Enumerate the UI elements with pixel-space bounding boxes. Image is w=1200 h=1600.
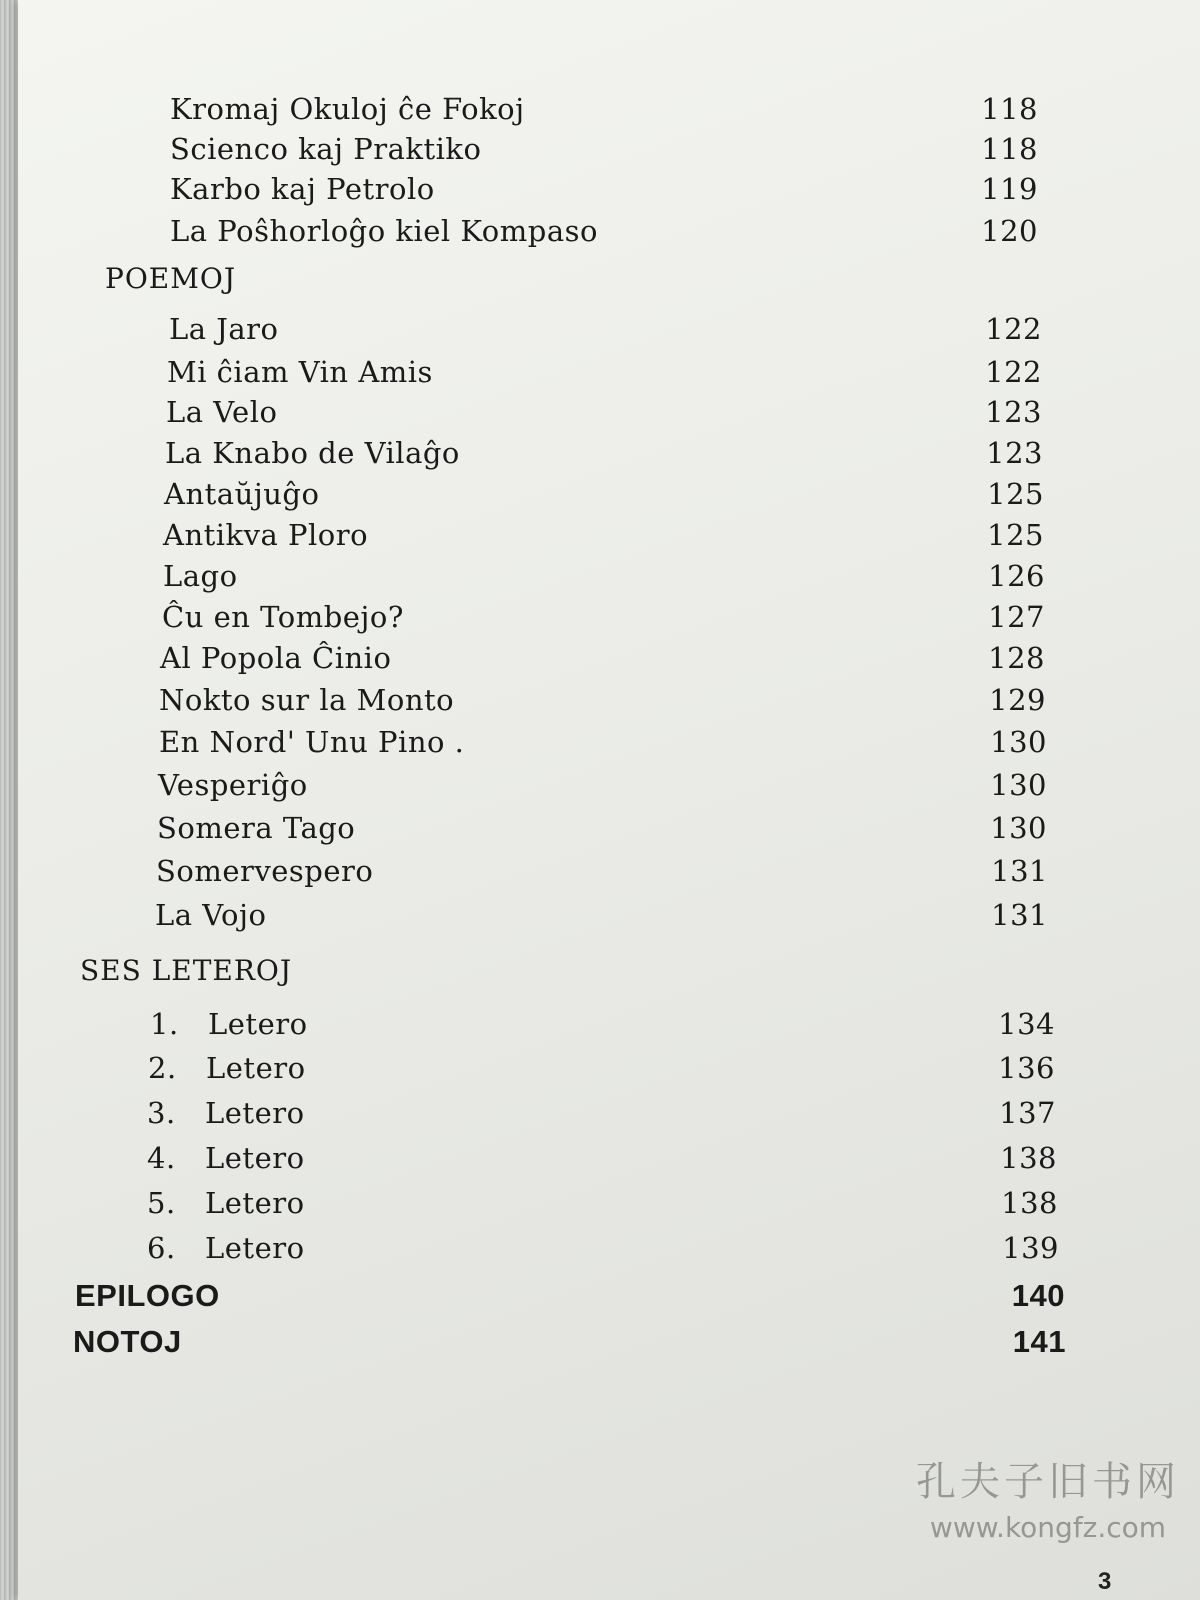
toc-entry-title: NOTOJ [73,1324,182,1359]
toc-entry [159,680,1046,720]
watermark-url: www.kongfz.com [929,1511,1167,1544]
toc-entry [170,211,1038,251]
toc-entry [148,1048,1055,1088]
toc-entry-page: 138 [1000,1141,1057,1175]
toc-entry-title: Antikva Ploro [163,518,369,552]
toc-entry-title: La Velo [166,395,278,429]
toc-entry [166,392,1042,432]
toc-entry [155,895,1048,935]
toc-entry-number: 1. [150,1007,179,1041]
watermark [908,1450,1188,1544]
toc-entry [170,89,1038,129]
book-page-edge [0,0,18,1600]
toc-entry-title: Letero [206,1051,306,1085]
toc-entry-title: La Vojo [155,898,267,932]
toc-entry-page: 128 [988,641,1045,675]
toc-entry-page: 129 [989,683,1046,717]
toc-entry-page: 137 [999,1096,1056,1130]
toc-entry-page: 131 [991,854,1048,888]
toc-entry [160,638,1045,678]
toc-entry [147,1228,1059,1268]
toc-entry-page: 138 [1001,1186,1058,1220]
toc-entry-page: 123 [986,436,1043,470]
toc-entry-title: EPILOGO [75,1278,220,1313]
toc-entry [156,851,1048,891]
toc-entry [169,309,1042,349]
toc-entry-title: Letero [205,1096,305,1130]
toc-entry-page: 126 [988,559,1045,593]
toc-entry-page: 120 [981,214,1038,248]
toc-entry-page: 127 [988,600,1045,634]
toc-entry-page: 122 [985,355,1042,389]
toc-entry [150,1004,1055,1044]
toc-entry-page: 131 [991,898,1048,932]
toc-entry-number: 3. [147,1096,176,1130]
book-page [18,0,1200,1600]
toc-entry-title: Letero [205,1231,305,1265]
toc-entry-title: La Knabo de Vilaĝo [165,436,460,470]
toc-entry-number: 4. [147,1141,176,1175]
toc-section-heading [105,258,1038,298]
toc-entry [164,474,1044,514]
toc-entry-page: 130 [990,768,1047,802]
toc-entry [159,722,1047,762]
toc-entry [163,515,1044,555]
toc-entry-title: Antaŭjuĝo [164,477,320,511]
toc-entry [170,129,1038,169]
toc-entry-title: Somera Tago [157,811,356,845]
toc-entry-title: Kromaj Okuloj ĉe Fokoj [170,92,525,126]
toc-entry [157,808,1047,848]
toc-entry-page: 119 [981,172,1038,206]
toc-entry-page: 141 [1012,1324,1066,1359]
toc-entry-title: Al Popola Ĉinio [160,641,392,675]
toc-entry [170,169,1038,209]
toc-entry-title: Lago [163,559,238,593]
toc-entry [158,765,1047,805]
toc-entry-notes [73,1322,1066,1362]
toc-entry-epilogue [75,1276,1065,1316]
toc-entry-title: Scienco kaj Praktiko [170,132,482,166]
toc-section-heading [80,950,1048,990]
toc-entry [147,1093,1056,1133]
toc-entry-page: 130 [990,725,1047,759]
toc-entry-title: La Poŝhorloĝo kiel Kompaso [170,214,598,248]
toc-entry [165,433,1043,473]
toc-entry-title: Vesperiĝo [158,768,308,802]
watermark-text: 孔夫子旧书网 [916,1459,1180,1505]
toc-entry-title: Karbo kaj Petrolo [170,172,435,206]
toc-entry-title: Ĉu en Tombejo? [162,600,404,634]
toc-entry-page: 118 [981,132,1038,166]
toc-entry-title: Mi ĉiam Vin Amis [167,355,433,389]
toc-entry-title: En Nord' Unu Pino . [159,725,465,759]
toc-entry [167,352,1042,392]
toc-entry-page: 140 [1011,1278,1065,1313]
toc-entry-page: 134 [998,1007,1055,1041]
section-title: POEMOJ [105,261,237,295]
toc-entry [162,597,1045,637]
toc-entry-page: 118 [981,92,1038,126]
toc-entry [147,1183,1058,1223]
toc-entry-number: 2. [148,1051,177,1085]
section-title: SES LETEROJ [80,953,293,987]
toc-entry-page: 139 [1002,1231,1059,1265]
page-number: 3 [1098,1568,1112,1595]
toc-entry-page: 125 [987,477,1044,511]
toc-entry [163,556,1045,596]
toc-entry [147,1138,1057,1178]
toc-entry-page: 130 [990,811,1047,845]
toc-entry-page: 122 [985,312,1042,346]
toc-entry-title: Letero [205,1186,305,1220]
toc-entry-page: 136 [998,1051,1055,1085]
toc-entry-title: Letero [208,1007,308,1041]
toc-entry-number: 5. [147,1186,176,1220]
toc-entry-title: Somervespero [156,854,374,888]
toc-entry-page: 125 [987,518,1044,552]
toc-entry-page: 123 [985,395,1042,429]
toc-entry-title: Nokto sur la Monto [159,683,455,717]
toc-entry-title: Letero [205,1141,305,1175]
toc-entry-number: 6. [147,1231,176,1265]
toc-entry-title: La Jaro [169,312,279,346]
